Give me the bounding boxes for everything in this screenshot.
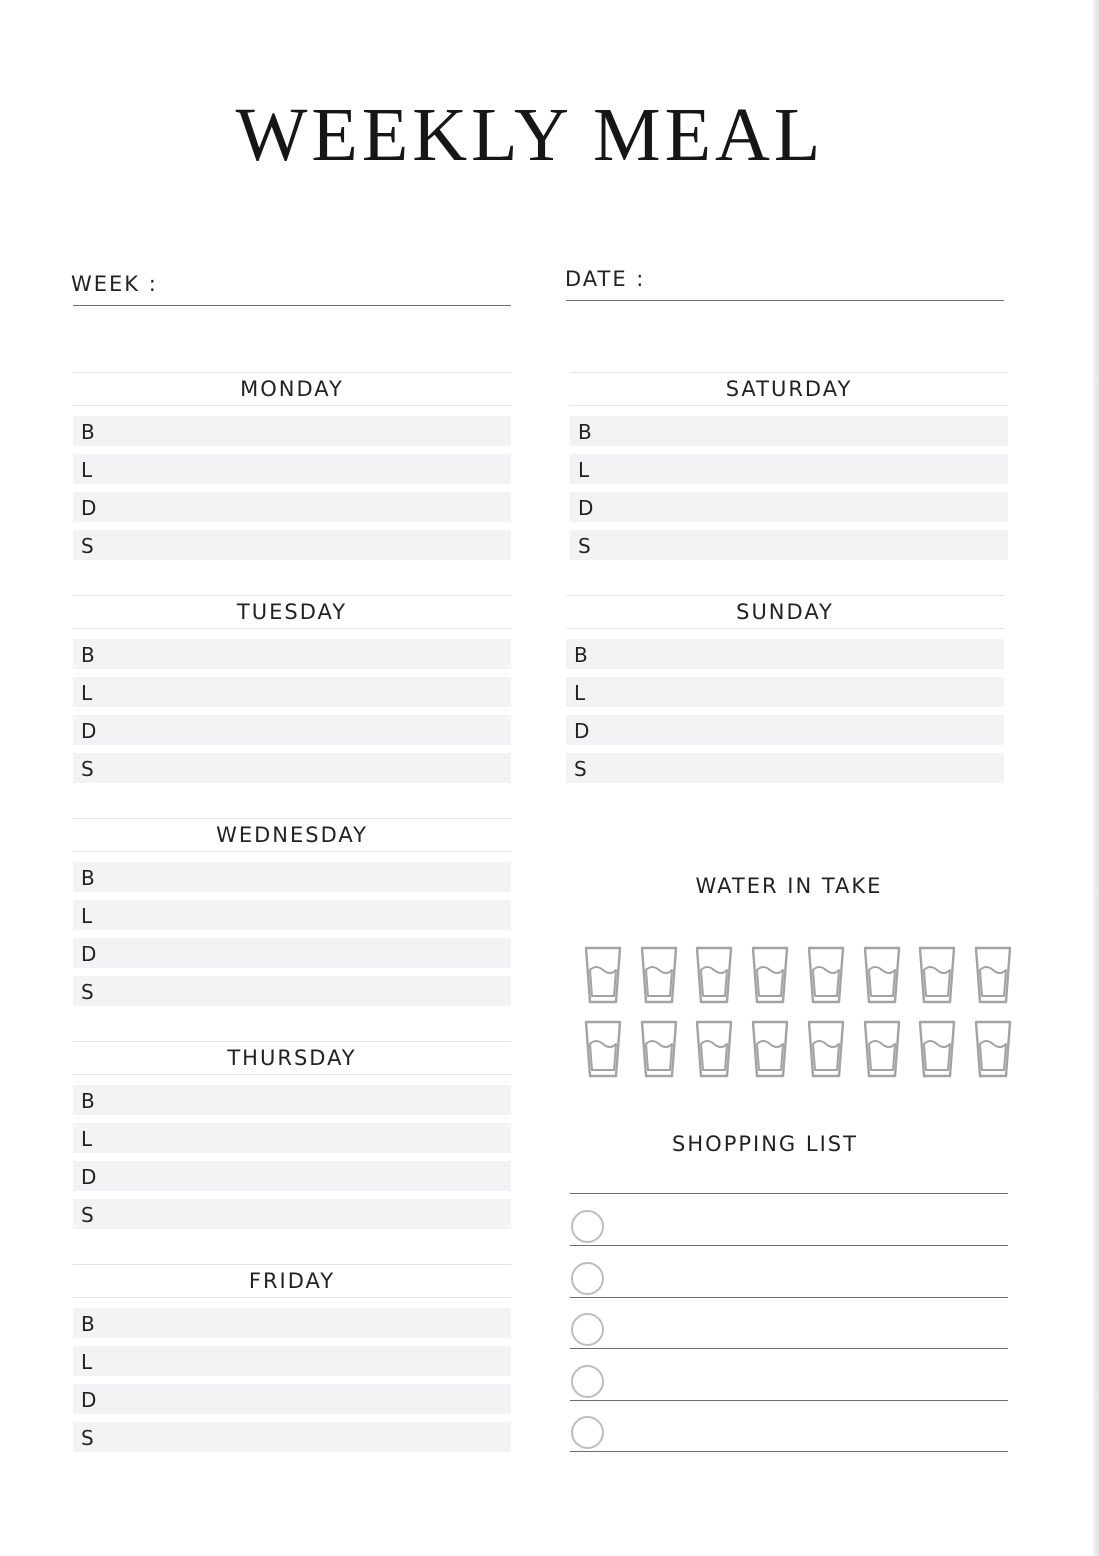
meal-row-lunch[interactable] bbox=[73, 1123, 511, 1153]
meal-label: S bbox=[578, 534, 591, 558]
water-intake-title: WATER IN TAKE bbox=[695, 874, 883, 898]
meal-label: D bbox=[578, 496, 594, 520]
meal-row-breakfast[interactable] bbox=[73, 862, 511, 892]
water-glass-icon[interactable] bbox=[584, 1020, 622, 1078]
day-heading: MONDAY bbox=[73, 372, 511, 406]
meal-label: D bbox=[81, 496, 97, 520]
meal-label: S bbox=[574, 757, 587, 781]
meal-label: B bbox=[81, 1312, 95, 1336]
meal-label: L bbox=[81, 1127, 93, 1151]
water-glass-icon[interactable] bbox=[863, 1020, 901, 1078]
meal-label: B bbox=[578, 420, 592, 444]
meal-row-dinner[interactable] bbox=[73, 938, 511, 968]
meal-row-snack[interactable] bbox=[73, 753, 511, 783]
meal-label: S bbox=[81, 757, 94, 781]
meal-label: B bbox=[81, 1089, 95, 1113]
circle-checkbox-icon[interactable] bbox=[571, 1210, 604, 1243]
meal-row-lunch[interactable] bbox=[73, 1346, 511, 1376]
meal-row-snack[interactable] bbox=[73, 530, 511, 560]
date-input-line[interactable] bbox=[566, 300, 1004, 301]
circle-checkbox-icon[interactable] bbox=[571, 1416, 604, 1449]
meal-row-lunch[interactable] bbox=[570, 454, 1008, 484]
date-label: DATE : bbox=[565, 267, 646, 291]
meal-row-snack[interactable] bbox=[570, 530, 1008, 560]
water-glass-icon[interactable] bbox=[584, 946, 622, 1004]
water-glass-icon[interactable] bbox=[751, 946, 789, 1004]
meal-label: L bbox=[574, 681, 586, 705]
meal-label: L bbox=[81, 904, 93, 928]
meal-label: L bbox=[81, 1350, 93, 1374]
day-block-saturday bbox=[570, 372, 1008, 560]
meal-row-snack[interactable] bbox=[73, 1199, 511, 1229]
meal-label: B bbox=[574, 643, 588, 667]
day-block-tuesday bbox=[73, 595, 511, 783]
meal-row-breakfast[interactable] bbox=[73, 1308, 511, 1338]
meal-row-dinner[interactable] bbox=[566, 715, 1004, 745]
meal-row-breakfast[interactable] bbox=[566, 639, 1004, 669]
meal-label: L bbox=[81, 681, 93, 705]
meal-row-breakfast[interactable] bbox=[73, 639, 511, 669]
shopping-item-field[interactable] bbox=[612, 1258, 1008, 1298]
shopping-item-rule bbox=[570, 1297, 1008, 1298]
day-block-sunday bbox=[566, 595, 1004, 783]
water-glass-icon[interactable] bbox=[863, 946, 901, 1004]
meal-row-lunch[interactable] bbox=[73, 677, 511, 707]
day-heading: SATURDAY bbox=[570, 372, 1008, 406]
water-glass-icon[interactable] bbox=[640, 1020, 678, 1078]
shopping-item-field[interactable] bbox=[612, 1412, 1008, 1452]
meal-label: L bbox=[578, 458, 590, 482]
water-glass-icon[interactable] bbox=[640, 946, 678, 1004]
meal-label: S bbox=[81, 534, 94, 558]
shopping-item-rule bbox=[570, 1348, 1008, 1349]
meal-row-snack[interactable] bbox=[73, 1422, 511, 1452]
day-heading: THURSDAY bbox=[73, 1041, 511, 1075]
water-glass-icon[interactable] bbox=[974, 946, 1012, 1004]
week-label: WEEK : bbox=[71, 272, 158, 296]
meal-label: D bbox=[81, 719, 97, 743]
day-block-monday bbox=[73, 372, 511, 560]
water-glass-icon[interactable] bbox=[974, 1020, 1012, 1078]
day-block-wednesday bbox=[73, 818, 511, 1006]
meal-row-breakfast[interactable] bbox=[73, 416, 511, 446]
water-glass-icon[interactable] bbox=[807, 946, 845, 1004]
water-glass-icon[interactable] bbox=[695, 946, 733, 1004]
water-glass-icon[interactable] bbox=[807, 1020, 845, 1078]
meal-row-lunch[interactable] bbox=[73, 900, 511, 930]
day-heading: FRIDAY bbox=[73, 1264, 511, 1298]
circle-checkbox-icon[interactable] bbox=[571, 1262, 604, 1295]
shopping-item-field[interactable] bbox=[612, 1361, 1008, 1401]
page-edge bbox=[1093, 0, 1099, 1556]
meal-label: D bbox=[574, 719, 590, 743]
meal-label: B bbox=[81, 643, 95, 667]
meal-row-dinner[interactable] bbox=[73, 1384, 511, 1414]
day-heading: SUNDAY bbox=[566, 595, 1004, 629]
meal-row-snack[interactable] bbox=[73, 976, 511, 1006]
meal-label: B bbox=[81, 866, 95, 890]
day-heading: TUESDAY bbox=[73, 595, 511, 629]
meal-row-snack[interactable] bbox=[566, 753, 1004, 783]
meal-row-lunch[interactable] bbox=[566, 677, 1004, 707]
water-glass-icon[interactable] bbox=[918, 946, 956, 1004]
meal-row-dinner[interactable] bbox=[73, 1161, 511, 1191]
meal-row-breakfast[interactable] bbox=[73, 1085, 511, 1115]
meal-label: S bbox=[81, 1203, 94, 1227]
shopping-item-field[interactable] bbox=[612, 1206, 1008, 1246]
day-heading: WEDNESDAY bbox=[73, 818, 511, 852]
shopping-item-field[interactable] bbox=[612, 1309, 1008, 1349]
shopping-list-top-rule bbox=[570, 1193, 1008, 1194]
meal-label: B bbox=[81, 420, 95, 444]
shopping-item-rule bbox=[570, 1451, 1008, 1452]
meal-label: D bbox=[81, 942, 97, 966]
meal-row-dinner[interactable] bbox=[570, 492, 1008, 522]
day-block-thursday bbox=[73, 1041, 511, 1229]
meal-label: S bbox=[81, 980, 94, 1004]
circle-checkbox-icon[interactable] bbox=[571, 1313, 604, 1346]
water-glass-icon[interactable] bbox=[695, 1020, 733, 1078]
circle-checkbox-icon[interactable] bbox=[571, 1365, 604, 1398]
water-glass-icon[interactable] bbox=[918, 1020, 956, 1078]
meal-row-lunch[interactable] bbox=[73, 454, 511, 484]
meal-row-dinner[interactable] bbox=[73, 492, 511, 522]
meal-row-breakfast[interactable] bbox=[570, 416, 1008, 446]
day-block-friday bbox=[73, 1264, 511, 1452]
shopping-item-rule bbox=[570, 1400, 1008, 1401]
meal-label: D bbox=[81, 1388, 97, 1412]
shopping-list-title: SHOPPING LIST bbox=[672, 1132, 858, 1156]
meal-label: L bbox=[81, 458, 93, 482]
page-title: WEEKLY MEAL bbox=[235, 93, 825, 177]
week-input-line[interactable] bbox=[73, 305, 511, 306]
shopping-item-rule bbox=[570, 1245, 1008, 1246]
meal-label: D bbox=[81, 1165, 97, 1189]
meal-label: S bbox=[81, 1426, 94, 1450]
meal-row-dinner[interactable] bbox=[73, 715, 511, 745]
water-glass-icon[interactable] bbox=[751, 1020, 789, 1078]
